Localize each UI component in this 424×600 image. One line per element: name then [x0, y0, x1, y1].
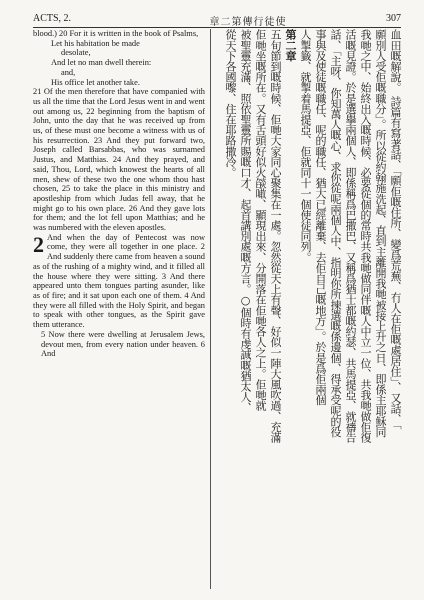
chinese-column: 五旬節到嘅時候、佢哋大家同心聚集在一處。忽然從天上有聲、好似一陣大風吹過、充滿 [269, 29, 282, 443]
psalm-line-2: And let no man dwell therein: [51, 58, 152, 68]
chinese-text-column [214, 29, 402, 591]
verses-21-26: 21 Of the men therefore that have companied with us all the time that the Lord Jesus went in and went out among us, 22 beginning from the baptism of John, unto the day that he was received up from us, of these must one become a witness with us of his resurrection. 23 And they put forward two, Joseph called Barsabbas, who was surnamed Justus, and Matthias. 24 And they prayed, and said, Thou, Lord, which knowest the hearts of all men, shew of these two the one whom thou hast chosen, 25 to take the place in this ministry and apostleship from which Judas fell away, that he might go to his own place. 26 And they gave lots for them; and the lot fell upon Matthias; and he was numbered with the eleven apostles. [33, 87, 205, 233]
page-header [33, 13, 401, 28]
column-divider [210, 29, 211, 589]
verses-5-6: 5 Now there were dwelling at Jerusalem Jews, devout men, from every nation under heaven. 6 And [41, 329, 205, 359]
running-head-english: ACTS, 2. [33, 13, 72, 24]
chinese-column: 人掣籤、就掣着馬提亞、佢就同十一個使徒同列。 [299, 29, 312, 263]
verses-1-4: And when the day of Pentecost was now come, they were all together in one place. 2 And suddenly there came from heaven a sound as of the rushing of a mighty wind, and it filled all the house where they were sitting. 3 And there appeared unto them tongues parting asunder, like as of fire; and it sat upon each one of them. 4 And they were all filled with the Holy Spirit, and began to speak with other tongues, as the Spirit gave them utterance. [33, 232, 205, 330]
chapter-heading: 第二章 [284, 29, 297, 61]
psalm-line-1: Let his habitation be made [51, 38, 140, 48]
chinese-column: 願別人受佢嘅職分」。所以從約翰施洗起、直到主離開我哋被接上升之日、即係主耶穌同 [374, 29, 387, 437]
chapter-2-opening [33, 233, 205, 330]
page-number: 307 [386, 13, 401, 24]
chinese-column: 被聖靈充滿、照依聖靈所賜嘅口才、起首講別處嘅方言。○個時有虔誠嘅猶太人、 [239, 29, 252, 413]
chinese-column: 話、「主呀、你知萬人嘅心、求你從呢兩個人中、指明你所揀選嘅係邊個、得承受呢的役 [329, 29, 342, 437]
chapter-number-dropcap: 2 [33, 231, 44, 257]
running-head-chinese: 章二第傳行徒使 [209, 17, 287, 28]
psalm-line-1-cont: desolate, [61, 48, 91, 58]
chinese-column: 活嘅見證。於是選擧兩個人、即係稱爲巴撒巴、又稱爲猶士都嘅約瑟、共馬提亞、就禱告 [344, 29, 357, 443]
chinese-column: 血田嘅解說。 詩篇有寫著話、「願佢嘅住所、變爲荒蕪、冇人在佢嘅處居住」、又話、「 [389, 29, 402, 429]
chinese-column: 佢哋坐嘅所在。又有舌頭好似火燄噉、顯現出來、分開落在佢哋各人之上。佢哋就 [254, 29, 267, 411]
verse-20-intro: blood.) 20 For it is written in the book of Psalms, [33, 29, 199, 38]
psalm-line-2-cont: and, [61, 67, 76, 77]
chinese-column: 從天下各國嚟、住在耶路撒冷。 [224, 29, 237, 178]
psalm-line-3: His office let another take. [51, 77, 140, 87]
chinese-column: 事與及使徒嘅職任、呢的職任、猶大已經離棄、去佢自己嘅地方」。於是爲佢兩個 [314, 29, 327, 406]
chinese-column: 我哋之中、始終出入嘅時候、必要從個的常時共我哋做同伴嘅人中立一位、共我哋做佢復 [359, 29, 372, 443]
english-text-column [33, 29, 205, 591]
